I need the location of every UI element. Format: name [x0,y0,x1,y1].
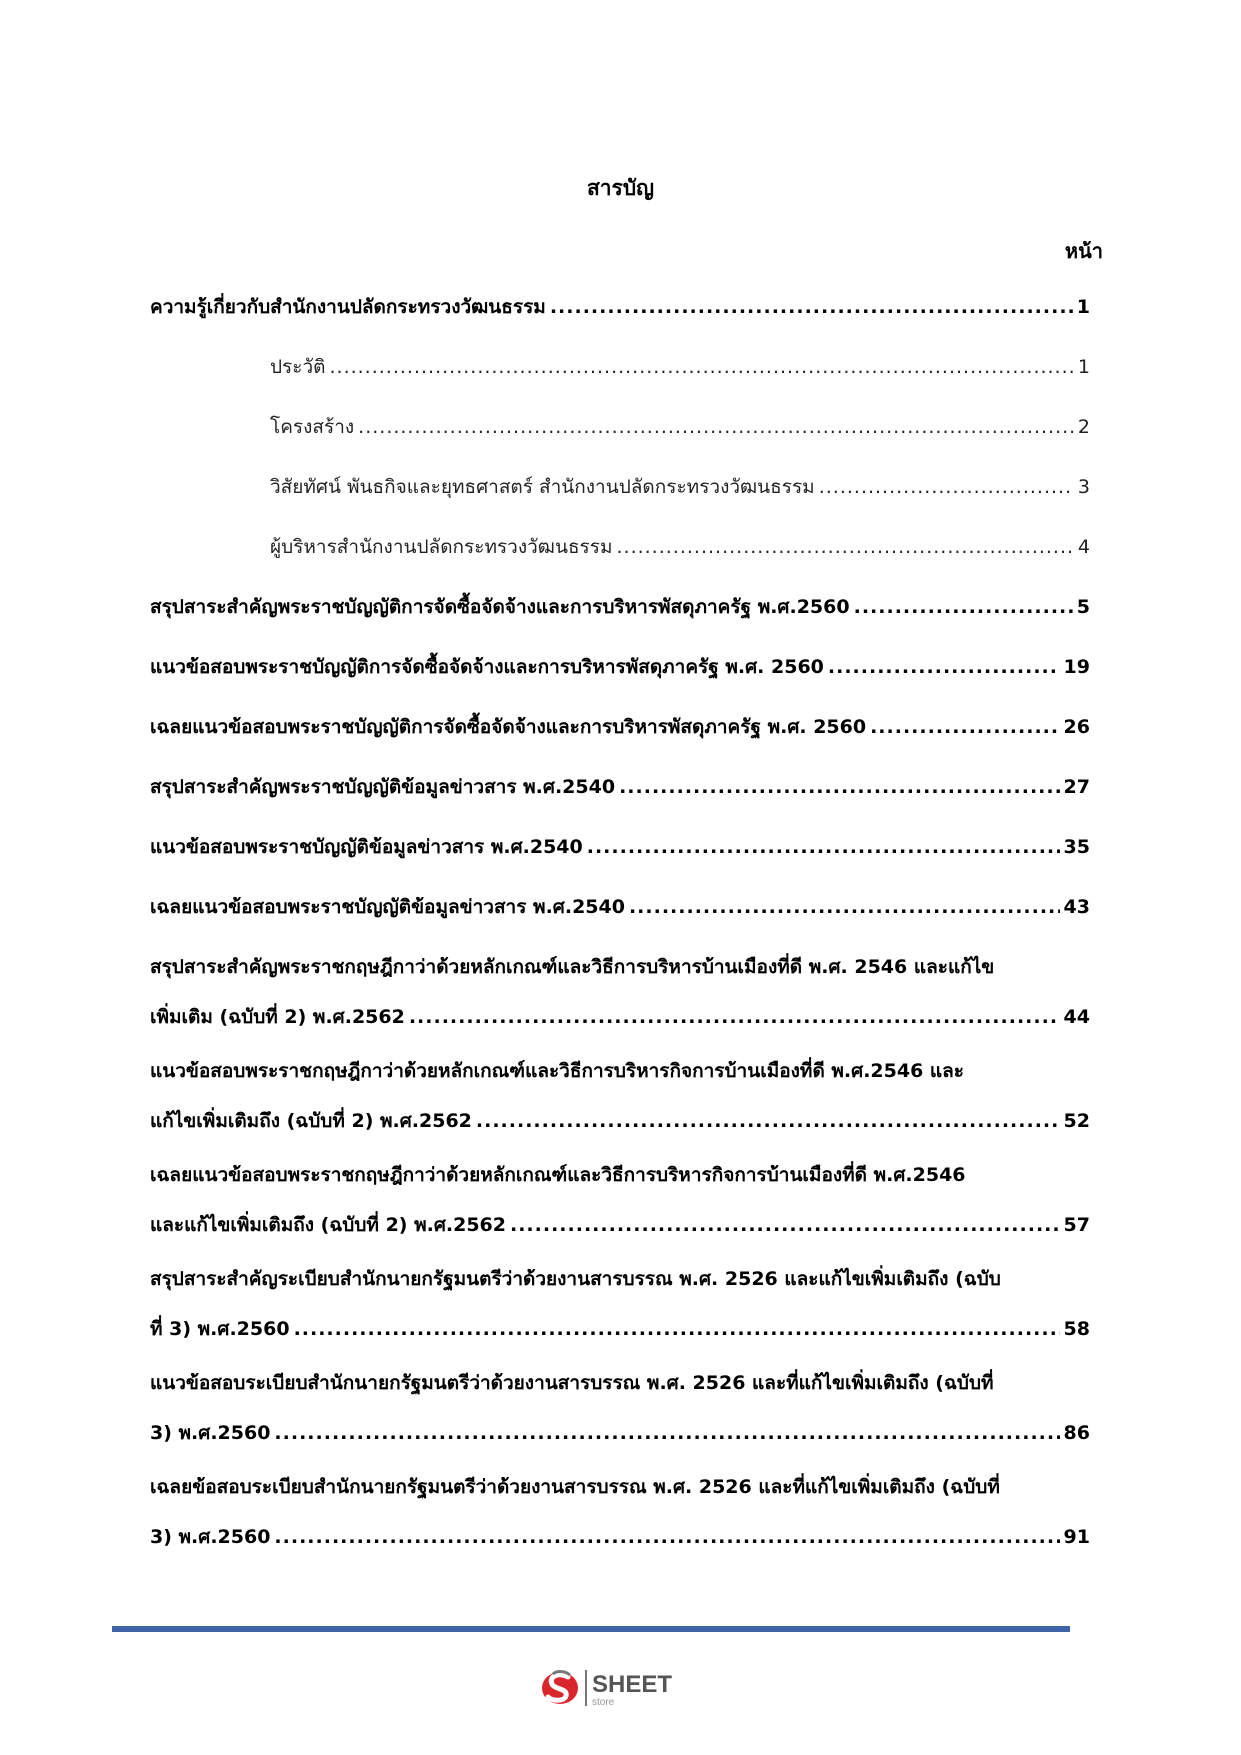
toc-entry-title: สรุปสาระสำคัญพระราชบัญญัติการจัดซื้อจัดจ้างและการบริหารพัสดุภาครัฐ พ.ศ.2560 [150,596,850,618]
leader-dots [819,472,1074,502]
leader-dots [587,832,1060,862]
leader-dots [274,1418,1059,1448]
toc-entry-page: 86 [1063,1422,1090,1444]
toc-entry-title: ประวัติ [270,356,326,378]
toc-entry-title: เฉลยแนวข้อสอบพระราชบัญญัติการจัดซื้อจัดจ้างและการบริหารพัสดุภาครัฐ พ.ศ. 2560 [150,716,867,738]
toc-entry-page: 1 [1077,356,1090,378]
logo-text: SHEET [592,1671,673,1698]
toc-entry-page: 43 [1063,896,1090,918]
toc-entry-page: 52 [1063,1110,1090,1132]
toc-entry[interactable] [150,892,1090,922]
toc-subentry[interactable] [270,352,1090,382]
toc-entry-title: ที่ 3) พ.ศ.2560 [150,1318,290,1340]
leader-dots [870,712,1059,742]
toc-entry-page: 58 [1063,1318,1090,1340]
toc-entry-title-first-line: เฉลยแนวข้อสอบพระราชกฤษฎีกาว่าด้วยหลักเกณฑ์และวิธีการบริหารกิจการบ้านเมืองที่ดี พ.ศ.2546 [150,1164,966,1186]
toc-entry-title: แนวข้อสอบพระราชบัญญัติข้อมูลข่าวสาร พ.ศ.2540 [150,836,583,858]
leader-dots [358,412,1074,442]
leader-dots [629,892,1060,922]
toc-entry[interactable] [150,832,1090,862]
toc-entry[interactable] [150,1472,1090,1552]
leader-dots [616,532,1073,562]
toc-subentry[interactable] [270,472,1090,502]
toc-entry-title: ความรู้เกี่ยวกับสำนักงานปลัดกระทรวงวัฒนธรรม [150,296,546,318]
toc-entry-title: เพิ่มเติม (ฉบับที่ 2) พ.ศ.2562 [150,1006,405,1028]
leader-dots [854,592,1073,622]
toc-entry[interactable] [150,1160,1090,1240]
toc-entry-title-first-line: เฉลยข้อสอบระเบียบสำนักนายกรัฐมนตรีว่าด้วยงานสารบรรณ พ.ศ. 2526 และที่แก้ไขเพิ่มเติมถึง (ฉบับที่ [150,1476,1000,1498]
leader-dots [409,1002,1060,1032]
toc-entry-page: 26 [1063,716,1090,738]
toc-entry-title-first-line: แนวข้อสอบระเบียบสำนักนายกรัฐมนตรีว่าด้วยงานสารบรรณ พ.ศ. 2526 และที่แก้ไขเพิ่มเติมถึง (ฉบับที่ [150,1372,994,1394]
toc-entry[interactable] [150,292,1090,322]
toc-entry-page: 4 [1077,536,1090,558]
toc-entry-page: 19 [1063,656,1090,678]
toc-entry[interactable] [150,1264,1090,1344]
toc-subentry[interactable] [270,412,1090,442]
leader-dots [274,1522,1059,1552]
toc-entry-page: 35 [1063,836,1090,858]
sheet-store-logo [540,1660,710,1712]
toc-entry-title: สรุปสาระสำคัญพระราชบัญญัติข้อมูลข่าวสาร พ.ศ.2540 [150,776,616,798]
toc-entry-page: 57 [1063,1214,1090,1236]
logo-s-mark-icon [542,1672,578,1705]
toc-entry[interactable] [150,1056,1090,1136]
toc-entry-title: ผู้บริหารสำนักงานปลัดกระทรวงวัฒนธรรม [270,536,613,558]
toc-entry-title: วิสัยทัศน์ พันธกิจและยุทธศาสตร์ สำนักงานปลัดกระทรวงวัฒนธรรม [270,476,815,498]
toc-entry[interactable] [150,592,1090,622]
leader-dots [828,652,1060,682]
toc-entry-title: และแก้ไขเพิ่มเติมถึง (ฉบับที่ 2) พ.ศ.2562 [150,1214,506,1236]
leader-dots [550,292,1073,322]
toc-entry-page: 44 [1063,1006,1090,1028]
toc-entry[interactable] [150,712,1090,742]
footer-rule [112,1626,1070,1632]
toc-entry-title: แนวข้อสอบพระราชบัญญัติการจัดซื้อจัดจ้างและการบริหารพัสดุภาครัฐ พ.ศ. 2560 [150,656,824,678]
toc-entry[interactable] [150,952,1090,1032]
leader-dots [510,1210,1060,1240]
toc-entry-page: 5 [1076,596,1090,618]
toc-entry-page: 1 [1076,296,1090,318]
logo-subtext: store [592,1697,615,1708]
page-column-header: หน้า [1064,239,1103,263]
toc-entry-page: 27 [1063,776,1090,798]
toc-entry-title: 3) พ.ศ.2560 [150,1422,271,1444]
leader-dots [476,1106,1060,1136]
toc-entry-title: 3) พ.ศ.2560 [150,1526,271,1548]
toc-entry-title: เฉลยแนวข้อสอบพระราชบัญญัติข้อมูลข่าวสาร พ.ศ.2540 [150,896,625,918]
toc-entry-page: 3 [1077,476,1090,498]
toc-entry[interactable] [150,652,1090,682]
page-title: สารบัญ [586,176,655,200]
toc-entry[interactable] [150,772,1090,802]
toc-entry-page: 91 [1063,1526,1090,1548]
toc-entry[interactable] [150,1368,1090,1448]
toc-entry-title-first-line: สรุปสาระสำคัญระเบียบสำนักนายกรัฐมนตรีว่าด้วยงานสารบรรณ พ.ศ. 2526 และแก้ไขเพิ่มเติมถึง (ฉบับ [150,1268,1001,1290]
leader-dots [294,1314,1060,1344]
leader-dots [619,772,1059,802]
toc-subentry[interactable] [270,532,1090,562]
leader-dots [329,352,1073,382]
toc-entry-page: 2 [1077,416,1090,438]
toc-entry-title-first-line: สรุปสาระสำคัญพระราชกฤษฎีกาว่าด้วยหลักเกณฑ์และวิธีการบริหารบ้านเมืองที่ดี พ.ศ. 2546 และแก้ไข [150,956,995,978]
toc-entry-title: โครงสร้าง [270,416,355,438]
toc-entry-title: แก้ไขเพิ่มเติมถึง (ฉบับที่ 2) พ.ศ.2562 [150,1110,472,1132]
toc-entry-title-first-line: แนวข้อสอบพระราชกฤษฎีกาว่าด้วยหลักเกณฑ์และวิธีการบริหารกิจการบ้านเมืองที่ดี พ.ศ.2546 และ [150,1060,965,1082]
